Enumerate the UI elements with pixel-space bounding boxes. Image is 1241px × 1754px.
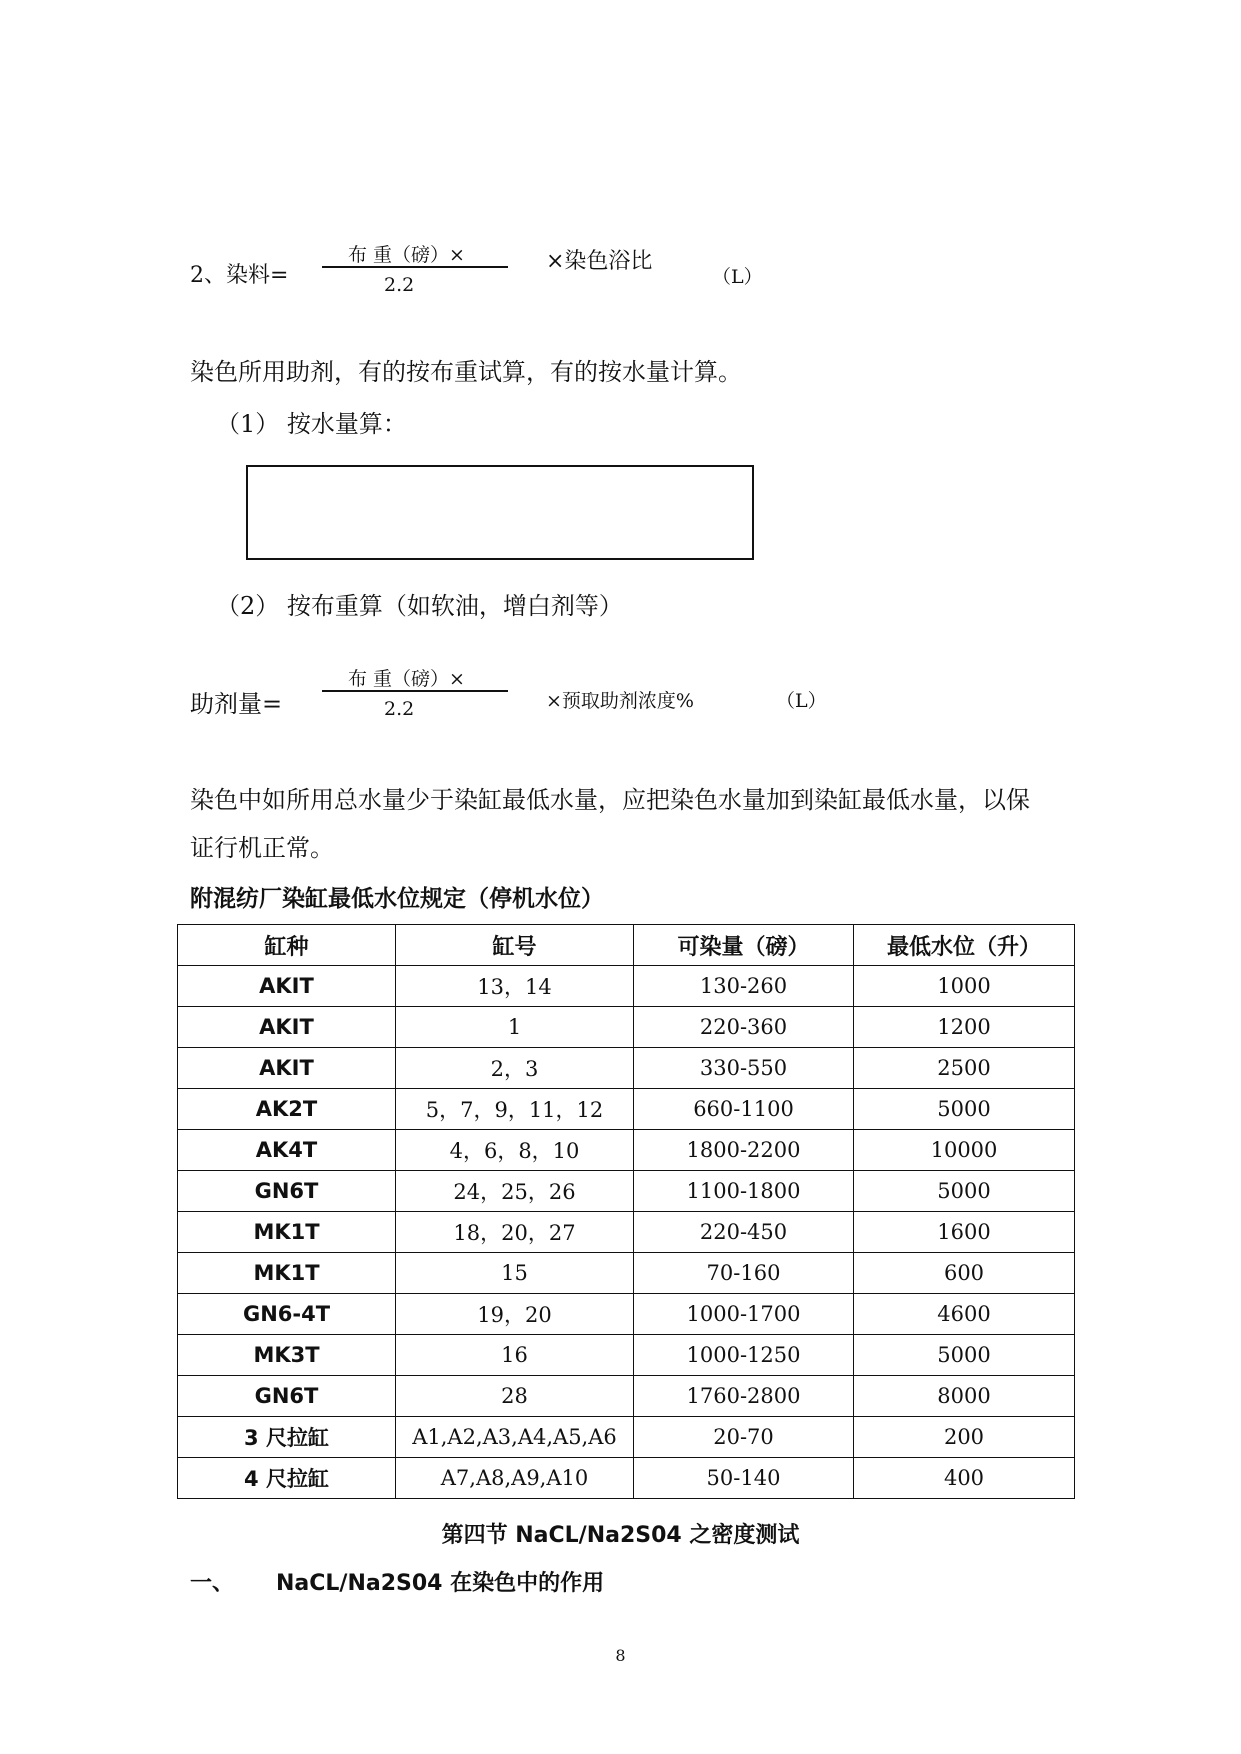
cell-capacity: 1760-2800 (634, 1376, 854, 1417)
formula1-label: 2、染料= (190, 263, 289, 288)
cell-tank-number: 24，25，26 (396, 1171, 634, 1212)
cell-min-water: 400 (854, 1458, 1075, 1499)
formula1-numerator: 布 重（磅）× (348, 244, 465, 266)
table-row (178, 1171, 1075, 1212)
cell-tank-number: 2，3 (396, 1048, 634, 1089)
cell-tank-number: 28 (396, 1376, 634, 1417)
cell-tank-number: 4，6，8，10 (396, 1130, 634, 1171)
paragraph-min-water-line2: 证行机正常。 (190, 834, 334, 862)
header-tank-type: 缸种 (178, 925, 396, 966)
cell-min-water: 1600 (854, 1212, 1075, 1253)
cell-capacity: 660-1100 (634, 1089, 854, 1130)
cell-min-water: 5000 (854, 1089, 1075, 1130)
cell-tank-number: 18，20，27 (396, 1212, 634, 1253)
cell-tank-number: A7,A8,A9,A10 (396, 1458, 634, 1499)
cell-min-water: 8000 (854, 1376, 1075, 1417)
paragraph-min-water-line1: 染色中如所用总水量少于染缸最低水量，应把染色水量加到染缸最低水量，以保 (190, 786, 1030, 814)
cell-capacity: 50-140 (634, 1458, 854, 1499)
formula1-unit: （L） (712, 266, 763, 288)
cell-min-water: 4600 (854, 1294, 1075, 1335)
cell-min-water: 1000 (854, 966, 1075, 1007)
formula2-fraction-bar (322, 690, 508, 692)
cell-capacity: 220-360 (634, 1007, 854, 1048)
paragraph-auxiliary-calculation: 染色所用助剂，有的按布重试算，有的按水量计算。 (190, 358, 742, 386)
cell-min-water: 5000 (854, 1171, 1075, 1212)
page-number: 8 (615, 1646, 626, 1665)
cell-capacity: 70-160 (634, 1253, 854, 1294)
table-row (178, 966, 1075, 1007)
cell-tank-type: MK1T (178, 1253, 396, 1294)
formula1-fraction-bar (322, 266, 508, 268)
cell-capacity: 330-550 (634, 1048, 854, 1089)
min-water-level-table (177, 924, 1075, 1499)
formula1-multiplier: ×染色浴比 (546, 249, 653, 274)
table-title: 附混纺厂染缸最低水位规定（停机水位） (190, 886, 604, 912)
cell-capacity: 20-70 (634, 1417, 854, 1458)
cell-tank-type: 4 尺拉缸 (178, 1458, 396, 1499)
cell-tank-type: MK3T (178, 1335, 396, 1376)
cell-tank-number: 13，14 (396, 966, 634, 1007)
table-row (178, 1335, 1075, 1376)
header-capacity: 可染量（磅） (634, 925, 854, 966)
table-row (178, 1089, 1075, 1130)
formula2-label: 助剂量= (190, 690, 283, 718)
cell-tank-type: AKIT (178, 966, 396, 1007)
cell-capacity: 1000-1250 (634, 1335, 854, 1376)
cell-tank-type: AKIT (178, 1007, 396, 1048)
cell-min-water: 1200 (854, 1007, 1075, 1048)
table-row (178, 1294, 1075, 1335)
cell-tank-number: 15 (396, 1253, 634, 1294)
formula1-denominator: 2.2 (384, 274, 415, 296)
cell-tank-type: 3 尺拉缸 (178, 1417, 396, 1458)
cell-tank-number: 5，7，9，11，12 (396, 1089, 634, 1130)
cell-capacity: 1800-2200 (634, 1130, 854, 1171)
subsection-number: 一、 (190, 1571, 235, 1596)
table-row (178, 1253, 1075, 1294)
cell-capacity: 1000-1700 (634, 1294, 854, 1335)
table-row (178, 1458, 1075, 1499)
formula2-unit: （L） (776, 690, 827, 712)
formula-box-water-volume (246, 465, 754, 560)
cell-tank-number: A1,A2,A3,A4,A5,A6 (396, 1417, 634, 1458)
cell-min-water: 200 (854, 1417, 1075, 1458)
formula2-denominator: 2.2 (384, 698, 415, 720)
cell-tank-type: AKIT (178, 1048, 396, 1089)
item-by-water-volume: （1） 按水量算： (216, 410, 407, 438)
cell-tank-number: 1 (396, 1007, 634, 1048)
table-row (178, 1417, 1075, 1458)
cell-min-water: 10000 (854, 1130, 1075, 1171)
cell-capacity: 130-260 (634, 966, 854, 1007)
table-header-row (178, 925, 1075, 966)
cell-capacity: 220-450 (634, 1212, 854, 1253)
cell-tank-type: GN6T (178, 1171, 396, 1212)
cell-min-water: 2500 (854, 1048, 1075, 1089)
cell-min-water: 600 (854, 1253, 1075, 1294)
cell-tank-type: AK4T (178, 1130, 396, 1171)
section-title: 第四节 NaCL/Na2S04 之密度测试 (441, 1523, 800, 1548)
subsection-title: NaCL/Na2S04 在染色中的作用 (276, 1571, 605, 1596)
cell-min-water: 5000 (854, 1335, 1075, 1376)
cell-tank-type: AK2T (178, 1089, 396, 1130)
formula2-multiplier: ×预取助剂浓度% (546, 690, 694, 712)
table-row (178, 1048, 1075, 1089)
header-min-water-level: 最低水位（升） (854, 925, 1075, 966)
cell-capacity: 1100-1800 (634, 1171, 854, 1212)
cell-tank-type: GN6T (178, 1376, 396, 1417)
table-row (178, 1130, 1075, 1171)
table-row (178, 1376, 1075, 1417)
table-row (178, 1212, 1075, 1253)
cell-tank-number: 19，20 (396, 1294, 634, 1335)
table-row (178, 1007, 1075, 1048)
cell-tank-number: 16 (396, 1335, 634, 1376)
formula2-numerator: 布 重（磅）× (348, 668, 465, 690)
cell-tank-type: MK1T (178, 1212, 396, 1253)
cell-tank-type: GN6-4T (178, 1294, 396, 1335)
header-tank-number: 缸号 (396, 925, 634, 966)
item-by-fabric-weight: （2） 按布重算（如软油，增白剂等） (216, 592, 623, 620)
